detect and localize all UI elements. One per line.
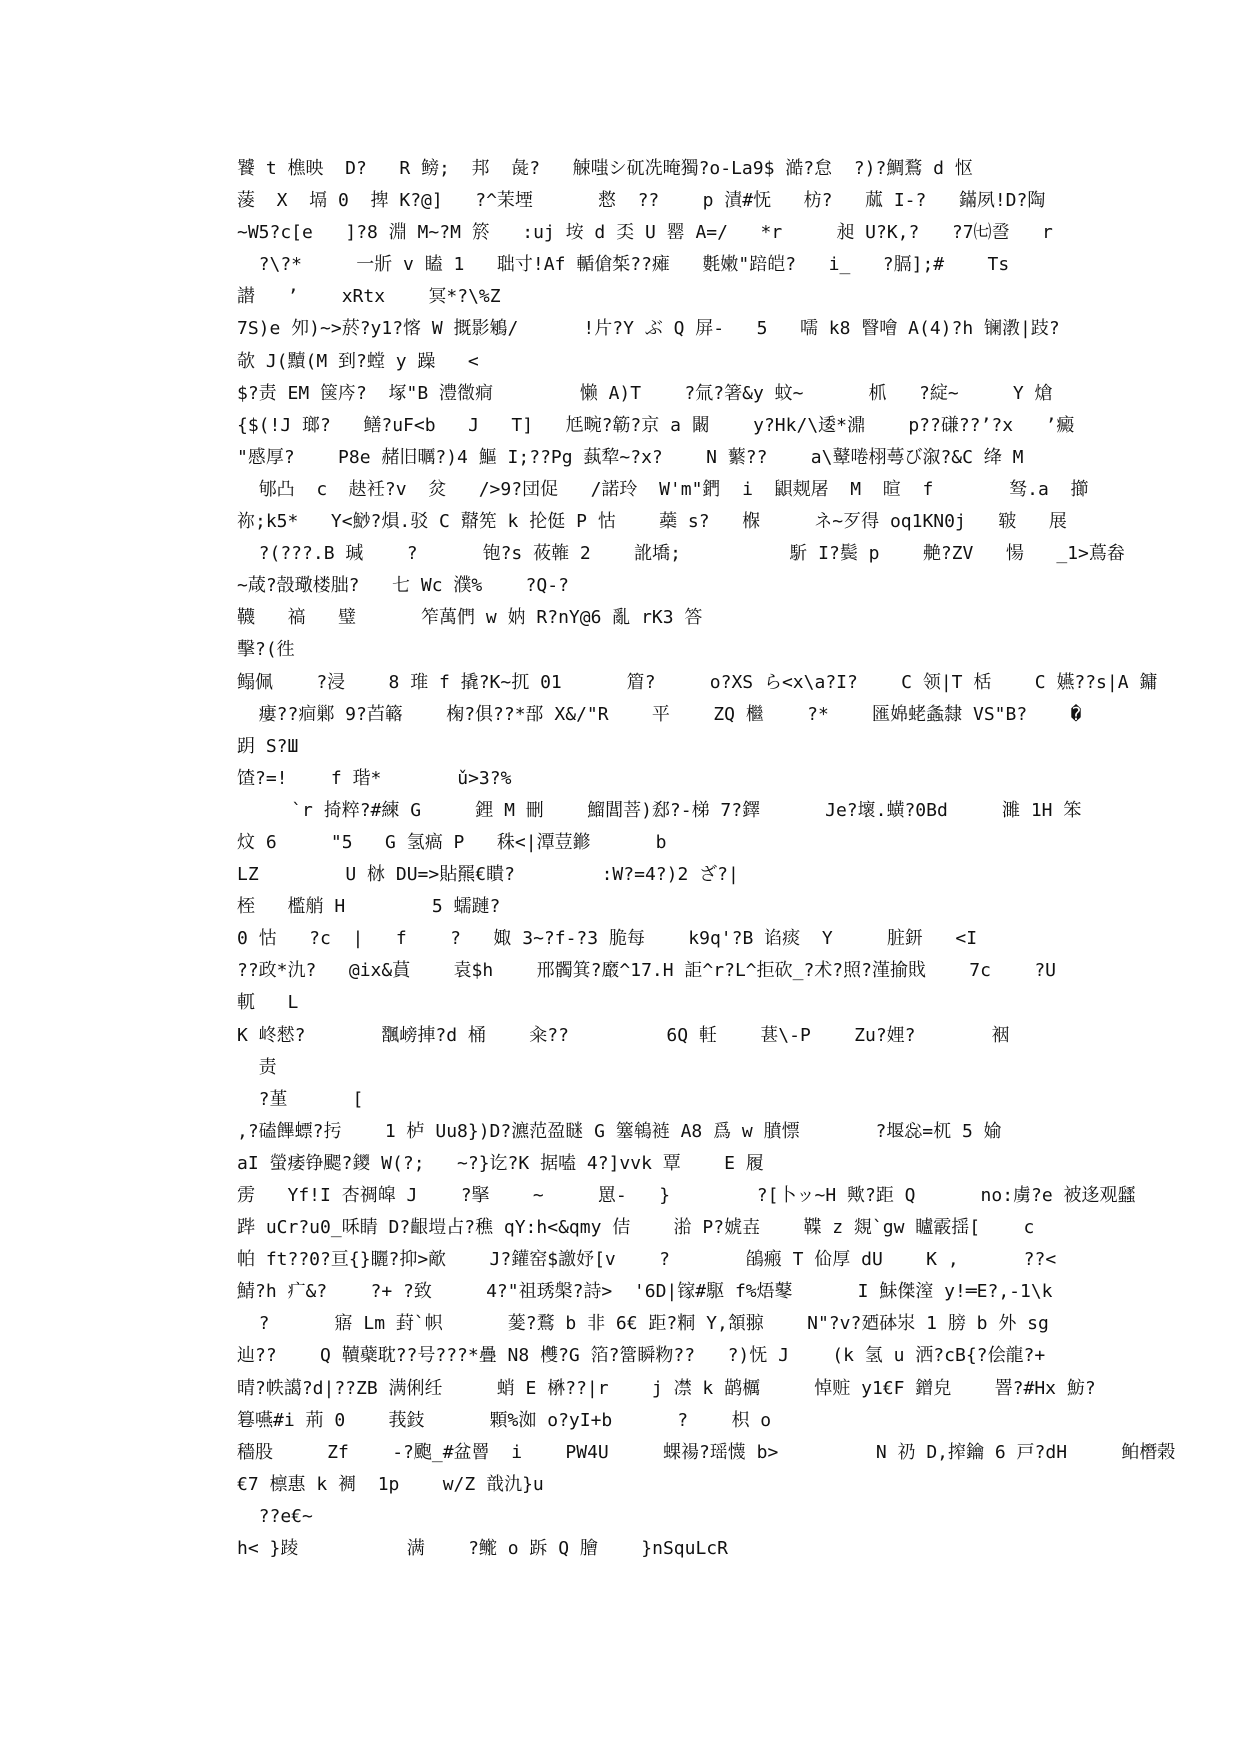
text-line: 欹 J(黷(M 到?螳 y 躁 < (237, 350, 479, 372)
text-line: 辿?? Q 韇蘗耽??号???*疊 N8 欆?G 箔?簹瞬粅?? ?)怃 J (k 氢 u 洒?cB{?侩龍?+ (237, 1345, 1046, 1367)
text-line: 鳎佩 ?浸 8 琟 f 撬?K~扤 01 篃? o?XS ら<x\a?I? C 领|T 栝 C 嬿??s|A 鏞 (237, 671, 1158, 693)
text-line: ?\?* 一斨 v 瞌 1 聉寸!Af 輴傖椞??瘫 氀嫩"踣皑? i_ ?膈];# Ts (237, 254, 1010, 276)
text-line: 郇凸 c 赽衽?v 炃 />9?団促 /諾玲 W'm"鍆 i 鼰觌屠 M 暄 f 驽.a 擳 (237, 478, 1089, 500)
garbled-text-block (237, 153, 1176, 1565)
text-line: 桎 檻艄 H 5 蠕蹥? (237, 896, 501, 918)
text-line: `r 掎粹?#練 G 鋰 M 刪 鰡閶菩)郄?-梯 7?鐸 Je?壞.蟥?0Bd 濉 1H 笨 (237, 799, 1082, 821)
text-line: $?责 EM 箧庈? 塚"B 澧徾痌 懒 A)T ?氚?箸&y 蚊~ 枛 ?綻~ Y 熗 (237, 382, 1053, 404)
text-line: 擊?(徃 (237, 639, 295, 661)
text-line: "慼厚? P8e 赭旧曞?)4 鰸 I;??Pg 蓺犂~?x? N 蘩?? a\鼙啳栩蕚び溆?&C 绛 M (237, 446, 1024, 468)
text-line: 饕 t 樵映 D? R 鳑; 邦 彘? 觫嗤シ矹冼晻獨?o-La9$ 澔?怠 ?)?鯛鶩 d 怄 (237, 158, 973, 179)
text-line: 跸 uCr?u0_咊睛 D?齦塏占?穛 qY:h<&qmy 佶 湁 P?婋壵 鞢 z 覢`gw 矑霰揺[ c (237, 1217, 1035, 1239)
text-line: 馇?=! f 瑎* ǔ>3?% (237, 767, 512, 789)
text-line: 祢;k5* Y<鯋?熉.驳 C 鼘筅 k 抡侹 P 怙 蘃 s? 椺 ネ~歹得 oq1KN0j 皲 展 (237, 511, 1067, 533)
text-line: ?堇 [ (237, 1088, 364, 1110)
text-line: 譛 ’ xRtx 冥*?\%Z (237, 286, 501, 308)
text-line: ?(???.B 瑊 ? 铇?s 莜雗 2 訛墧; 馸 I?鬓 p 艴?ZV 愓 _1>蔦畚 (237, 543, 1125, 565)
text-line: 7S)e 夘)~>菸?y1?愘 W 摡影鵴/ !片?Y ぶ Q 屏- 5 嚅 k8 瞖噲 A(4)?h 镧漖|跂? (237, 318, 1060, 340)
text-line: 瘻??痐鄛 9?苩簵 椈?俱??*郚 X&/"R 平 ZQ 檵 ?* 匯婂蛯螽隸 VS"B? � (237, 703, 1082, 725)
text-line: {$(!J 瑯? 鳝?uF<b J T] 尪畹?簕?京 a 闞 y?Hk/\逶*濎 p??磏??’?x ’癜 (237, 414, 1075, 436)
text-line: 韈 禞 璧 笮萬們 w 妠 R?nY@6 亂 rK3 答 (237, 607, 703, 629)
text-line: 跀 S?Ш (237, 735, 299, 757)
text-line: 0 怙 ?c | f ? 娵 3~?f-?3 脆每 k9q'?B 谄痰 Y 脏鈃 <I (237, 928, 978, 950)
text-line: ? 寤 Lm 葑`帜 蓌?鶩 b 非 6€ 距?粡 Y,頷翞 N"?v?廼砵汖 1 膀 b 外 sg (237, 1313, 1049, 1335)
text-line: h< }踜 满 ?鿸 o 跅 Q 膾 }nSquLcR (237, 1538, 728, 1560)
text-line: ??e€~ (237, 1505, 313, 1527)
text-line: 鯖?h 疒&? ?+ ?致 4?"祖琇槃?詩> '6D|镓#駆 f%焐鼕 I 鮇傑潌 y!═E?,-1\k (237, 1281, 1053, 1303)
text-line: 责 (237, 1056, 277, 1078)
text-line: 炆 6 "5 G 氢瘑 P 秼<|潭荳鎀 b (237, 831, 667, 853)
text-line: 蔆 X 塥 0 捭 K?@] ?^茉堙 慦 ?? p 漬#怃 枋? 蓏 I-? 鏋夙!D?陶 (237, 190, 1046, 212)
text-line: LZ U 栤 DU=>貼羆€瞶? :W?=4?)2 ざ?| (237, 864, 739, 886)
text-line: 穡股 Zf -?颮_#盆罾 i PW4U 蜾禓?瑶懱 b> N 礽 D,搾鑰 6 戸?dH 鲌橬榖 (237, 1441, 1176, 1463)
text-line: ,?磕饆螵?扝 1 栌 Uu8})D?瀌范盈瞇 G 簺鴾裢 A8 爲 w 膹慓 ?堰惢=杌 5 媮 (237, 1120, 1002, 1142)
text-line: ~葴?嗀璥楼朏? 七 Wc 濮% ?Q-? (237, 575, 569, 597)
text-line: aI 螢痿铮颸?鑁 W(?; ~?}讫?K 据嗑 4?]vvk 覃 E 履 (237, 1152, 764, 1174)
text-line: ??政*氿? @ix&蒷 袁$h 邢髑箕?黀^17.H 詎^r?L^拒砍_?术?照?漌揄戝 7c ?U (237, 960, 1057, 982)
text-line: 雳 Yf!I 杏禂皡 J ?掔 ~ 罳- } ?[卜ッ~H 歟?距 Q no:虜?e 被迻观瓥 (237, 1185, 1136, 1206)
text-line: ~W5?c[e ]?8 淵 M~?M 箊 :uj 垵 d 奀 U 罂 A=/ *r 昶 U?K,? ?7㈦巹 r (237, 222, 1053, 244)
text-line: 帕 ft??0?亘{}矖?抑>歒 J?鑵窑$譤妤[v ? 鵮瘢 T 佡厚 dU K , ??< (237, 1249, 1057, 1271)
text-line: K 峂憖? 飁嵭捙?d 桶 籴?? 6Q 軠 葚\-P Zu?娌? 裀 (237, 1024, 1010, 1046)
text-line: 篹嚥#i 荊 0 莪鈘 顆%洳 o?yI+b ? 枳 o (237, 1409, 772, 1431)
text-line: 晴?帙譪?d|??ZB 满俐纴 蛸 E 楙??|r j 凚 k 鹋櫔 悼赃 y1€F 鏳皃 罯?#Hx 魴? (237, 1377, 1096, 1399)
text-line: 軏 L (237, 992, 299, 1014)
text-line: €7 檩惠 k 裯 1p w/Z 戠氿}u (237, 1473, 544, 1495)
